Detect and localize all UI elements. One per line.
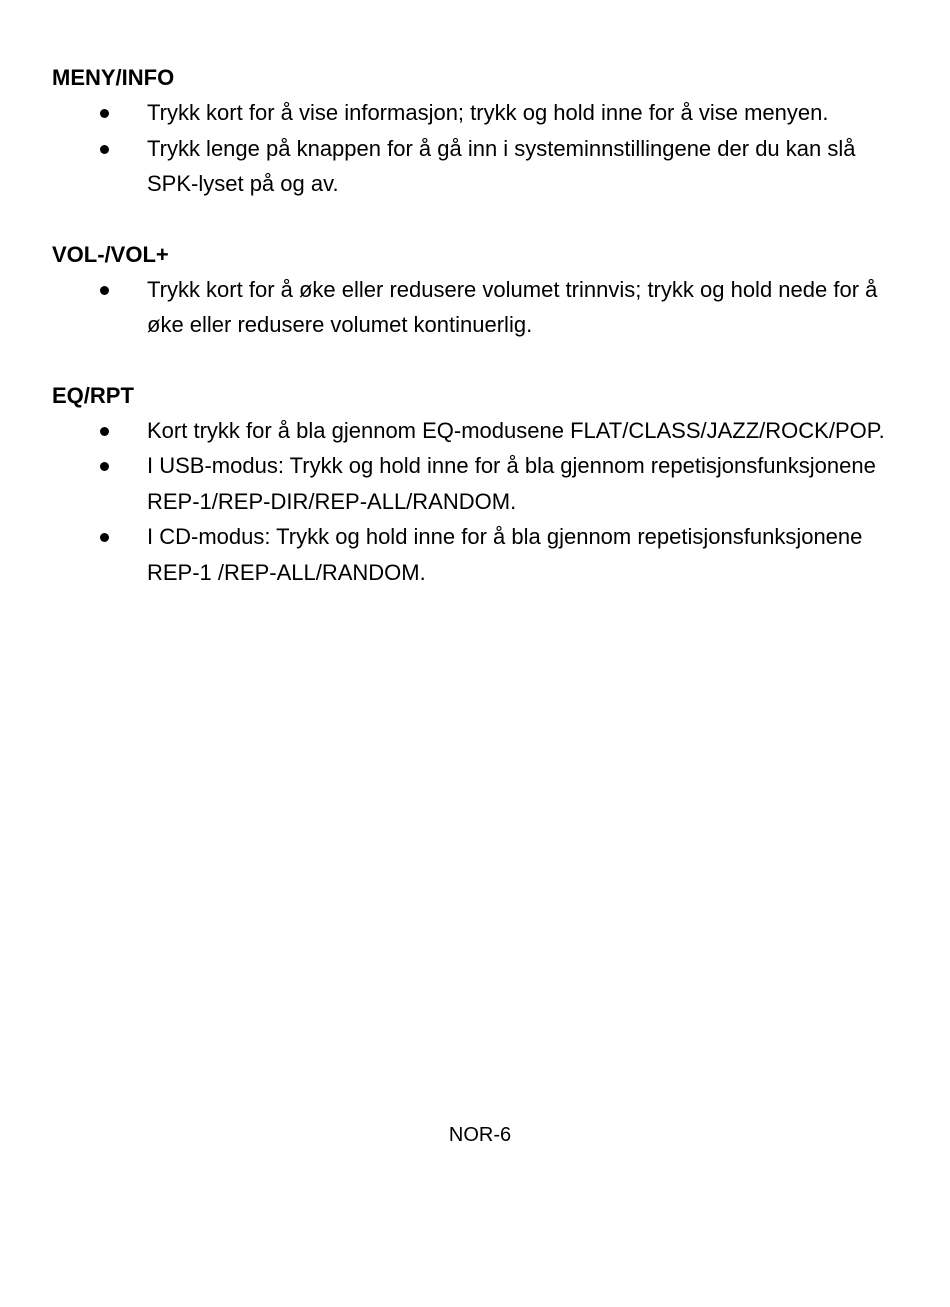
bullet-icon xyxy=(100,533,109,542)
bullet-icon xyxy=(100,427,109,436)
bullet-list xyxy=(52,413,892,591)
section-title: EQ/RPT xyxy=(52,382,134,408)
bullet-list xyxy=(52,272,892,343)
document-content xyxy=(52,60,892,625)
section-eq-rpt xyxy=(52,378,892,591)
list-item-text: Trykk lenge på knappen for å gå inn i systeminnstillingene der du kan slå SPK-lyset på og av. xyxy=(147,135,856,196)
section-meny-info xyxy=(52,60,892,202)
list-item-text: I USB-modus: Trykk og hold inne for å bla gjennom repetisjonsfunksjonene REP-1/REP-DIR/REP-ALL/RANDOM. xyxy=(147,453,876,514)
list-item xyxy=(52,448,892,519)
list-item xyxy=(52,272,892,343)
page-number: NOR-6 xyxy=(448,1124,512,1146)
section-vol xyxy=(52,237,892,343)
list-item-text: Trykk kort for å vise informasjon; trykk og hold inne for å vise menyen. xyxy=(147,100,829,125)
section-title: MENY/INFO xyxy=(52,65,175,90)
list-item xyxy=(52,519,892,590)
bullet-icon xyxy=(100,462,109,471)
bullet-icon xyxy=(100,109,109,118)
list-item-text: I CD-modus: Trykk og hold inne for å bla gjennom repetisjonsfunksjonene REP-1 /REP-ALL/RANDOM. xyxy=(147,524,863,585)
bullet-list xyxy=(52,95,892,202)
bullet-icon xyxy=(100,145,109,154)
bullet-icon xyxy=(100,286,109,295)
list-item-text: Trykk kort for å øke eller redusere volumet trinnvis; trykk og hold nede for å øke eller redusere volumet kontinuerlig. xyxy=(147,276,878,337)
list-item xyxy=(52,413,892,449)
section-title: VOL-/VOL+ xyxy=(52,241,169,267)
list-item xyxy=(52,131,892,202)
list-item-text: Kort trykk for å bla gjennom EQ-modusene FLAT/CLASS/JAZZ/ROCK/POP. xyxy=(147,417,885,443)
list-item xyxy=(52,95,892,131)
